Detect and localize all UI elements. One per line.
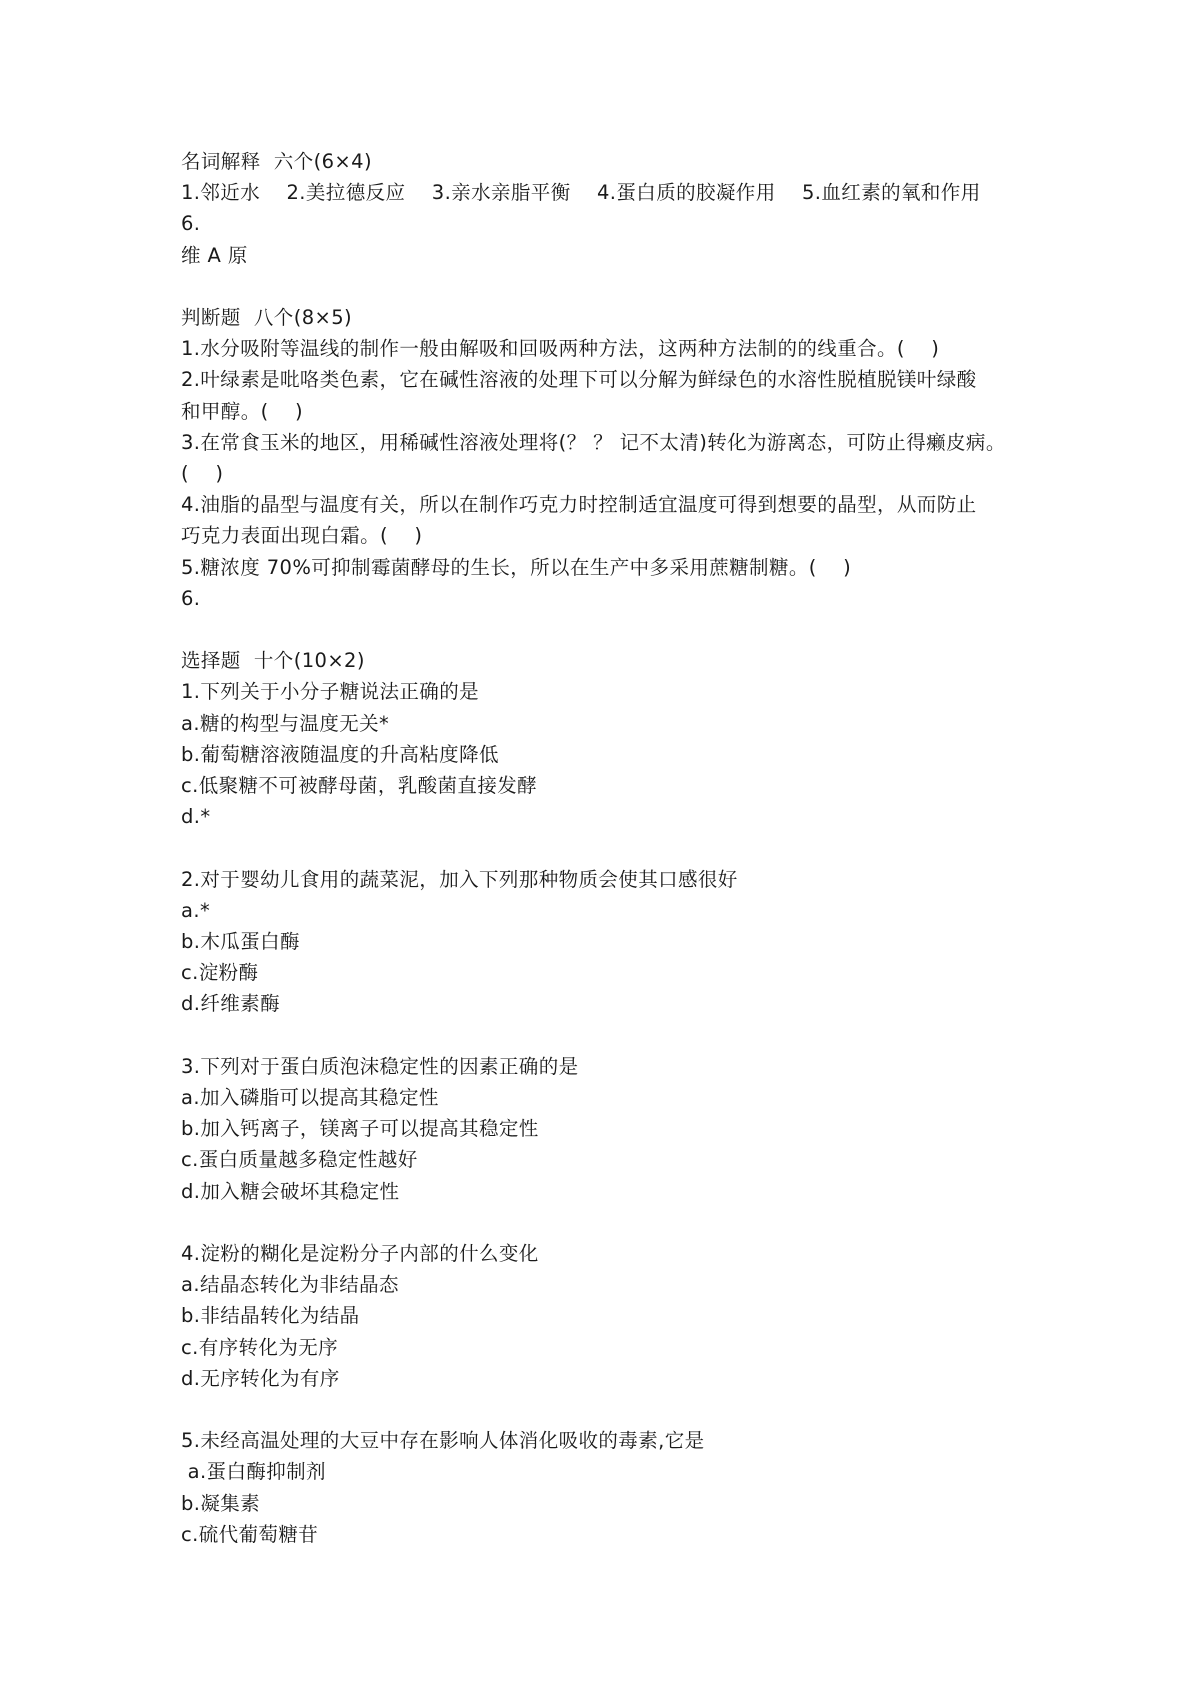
text-line: 6.	[181, 586, 201, 610]
question-stem: 1.下列关于小分子糖说法正确的是	[181, 680, 480, 704]
text-line: 5.糖浓度 70%可抑制霉菌酵母的生长，所以在生产中多采用蔗糖制糖。( )	[181, 555, 852, 579]
question-option: b.凝集素	[181, 1491, 261, 1515]
question-stem: 2.对于婴幼儿食用的蔬菜泥，加入下列那种物质会使其口感很好	[181, 867, 738, 891]
spacer	[181, 614, 1021, 645]
text-line: 维 A 原	[181, 243, 248, 267]
text-line: 3.在常食玉米的地区，用稀碱性溶液处理将(？ ？ 记不太清)转化为游离态，可防止得癞皮病。	[181, 430, 1006, 454]
text-line: 4.油脂的晶型与温度有关，所以在制作巧克力时控制适宜温度可得到想要的晶型，从而防止	[181, 493, 977, 517]
question-option: b.加入钙离子，镁离子可以提高其稳定性	[181, 1117, 539, 1141]
document-body	[181, 146, 1021, 1550]
question-option: a.蛋白酶抑制剂	[181, 1460, 326, 1484]
question-option: d.*	[181, 805, 211, 829]
section-heading: 名词解释 六个(6×4)	[181, 150, 372, 173]
question-stem: 5.未经高温处理的大豆中存在影响人体消化吸收的毒素,它是	[181, 1429, 705, 1453]
spacer	[181, 1020, 1021, 1051]
text-line: 和甲醇。( )	[181, 399, 304, 423]
question-option: c.淀粉酶	[181, 961, 259, 985]
spacer	[181, 832, 1021, 863]
question-option: b.葡萄糖溶液随温度的升高粘度降低	[181, 742, 499, 766]
text-line: 2.叶绿素是吡咯类色素，它在碱性溶液的处理下可以分解为鲜绿色的水溶性脱植脱镁叶绿酸	[181, 368, 977, 392]
question-option: d.纤维素酶	[181, 992, 280, 1016]
question-option: d.加入糖会破坏其稳定性	[181, 1179, 400, 1203]
text-line: 1.水分吸附等温线的制作一般由解吸和回吸两种方法，这两种方法制的的线重合。( )	[181, 337, 940, 361]
text-line: ( )	[181, 462, 224, 486]
question-option: a.糖的构型与温度无关*	[181, 711, 390, 735]
question-stem: 4.淀粉的糊化是淀粉分子内部的什么变化	[181, 1242, 539, 1266]
question-option: b.非结晶转化为结晶	[181, 1304, 360, 1328]
text-line: 1.邻近水 2.美拉德反应 3.亲水亲脂平衡 4.蛋白质的胶凝作用 5.血红素的氧和作用 6.	[181, 181, 1008, 236]
question-option: a.加入磷脂可以提高其稳定性	[181, 1086, 439, 1110]
spacer	[181, 271, 1021, 302]
question-option: b.木瓜蛋白酶	[181, 930, 300, 954]
question-option: c.蛋白质量越多稳定性越好	[181, 1148, 418, 1172]
text-line: 巧克力表面出现白霜。( )	[181, 524, 423, 548]
spacer	[181, 1394, 1021, 1425]
question-option: c.低聚糖不可被酵母菌，乳酸菌直接发酵	[181, 774, 538, 798]
question-option: a.结晶态转化为非结晶态	[181, 1273, 399, 1297]
section-heading: 判断题 八个(8×5)	[181, 306, 353, 329]
question-option: c.硫代葡萄糖苷	[181, 1522, 319, 1546]
question-option: d.无序转化为有序	[181, 1366, 340, 1390]
question-option: a.*	[181, 898, 211, 922]
section-heading: 选择题 十个(10×2)	[181, 649, 365, 673]
question-option: c.有序转化为无序	[181, 1335, 339, 1359]
spacer	[181, 1207, 1021, 1238]
question-stem: 3.下列对于蛋白质泡沫稳定性的因素正确的是	[181, 1054, 579, 1078]
